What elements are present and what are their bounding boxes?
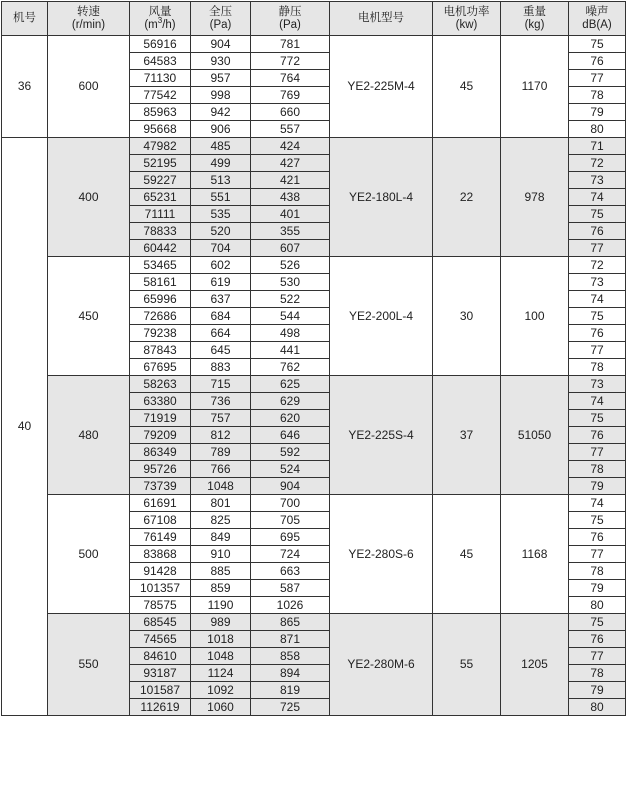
total-pressure-cell: 1092 <box>191 682 251 699</box>
motor-power-cell: 30 <box>433 257 501 376</box>
header-static-pressure-unit: (Pa) <box>279 18 301 31</box>
airflow-cell: 71111 <box>130 206 191 223</box>
static-pressure-cell: 819 <box>251 682 330 699</box>
static-pressure-cell: 772 <box>251 53 330 70</box>
weight-cell: 978 <box>501 138 569 257</box>
noise-cell: 75 <box>569 206 626 223</box>
header-row <box>2 2 626 36</box>
airflow-cell: 68545 <box>130 614 191 631</box>
header-airflow-unit: $(m^3/h)$ <box>144 15 176 31</box>
noise-cell: 73 <box>569 274 626 291</box>
airflow-cell: 72686 <box>130 308 191 325</box>
total-pressure-cell: 1048 <box>191 478 251 495</box>
noise-cell: 78 <box>569 563 626 580</box>
noise-cell: 75 <box>569 614 626 631</box>
total-pressure-cell: 885 <box>191 563 251 580</box>
static-pressure-cell: 1026 <box>251 597 330 614</box>
airflow-cell: 112619 <box>130 699 191 716</box>
airflow-cell: 58263 <box>130 376 191 393</box>
static-pressure-cell: 764 <box>251 70 330 87</box>
total-pressure-cell: 684 <box>191 308 251 325</box>
static-pressure-cell: 530 <box>251 274 330 291</box>
airflow-cell: 74565 <box>130 631 191 648</box>
static-pressure-cell: 522 <box>251 291 330 308</box>
noise-cell: 74 <box>569 291 626 308</box>
total-pressure-cell: 485 <box>191 138 251 155</box>
airflow-cell: 58161 <box>130 274 191 291</box>
header-model-no <box>2 2 48 36</box>
total-pressure-cell: 1190 <box>191 597 251 614</box>
static-pressure-cell: 646 <box>251 427 330 444</box>
header-speed <box>48 2 130 36</box>
airflow-cell: 77542 <box>130 87 191 104</box>
motor-power-cell: 37 <box>433 376 501 495</box>
header-weight <box>501 2 569 36</box>
noise-cell: 75 <box>569 308 626 325</box>
header-weight-title: 重量 <box>523 5 546 18</box>
total-pressure-cell: 930 <box>191 53 251 70</box>
total-pressure-cell: 1048 <box>191 648 251 665</box>
airflow-cell: 87843 <box>130 342 191 359</box>
noise-cell: 79 <box>569 478 626 495</box>
header-total-pressure-unit: (Pa) <box>209 18 232 31</box>
noise-cell: 74 <box>569 189 626 206</box>
total-pressure-cell: 520 <box>191 223 251 240</box>
airflow-cell: 78833 <box>130 223 191 240</box>
motor-model-cell: YE2-225S-4 <box>330 376 433 495</box>
table-row <box>2 614 626 631</box>
total-pressure-cell: 704 <box>191 240 251 257</box>
weight-cell: 1170 <box>501 36 569 138</box>
static-pressure-cell: 355 <box>251 223 330 240</box>
total-pressure-cell: 910 <box>191 546 251 563</box>
static-pressure-cell: 620 <box>251 410 330 427</box>
airflow-cell: 67695 <box>130 359 191 376</box>
speed-cell: 600 <box>48 36 130 138</box>
static-pressure-cell: 557 <box>251 121 330 138</box>
noise-cell: 72 <box>569 257 626 274</box>
noise-cell: 79 <box>569 682 626 699</box>
motor-power-cell: 22 <box>433 138 501 257</box>
motor-power-cell: 45 <box>433 36 501 138</box>
table-row <box>2 36 626 53</box>
noise-cell: 74 <box>569 393 626 410</box>
airflow-cell: 91428 <box>130 563 191 580</box>
noise-cell: 71 <box>569 138 626 155</box>
motor-power-cell: 45 <box>433 495 501 614</box>
total-pressure-cell: 883 <box>191 359 251 376</box>
static-pressure-cell: 725 <box>251 699 330 716</box>
noise-cell: 75 <box>569 410 626 427</box>
static-pressure-cell: 663 <box>251 563 330 580</box>
airflow-cell: 86349 <box>130 444 191 461</box>
header-total-pressure-title: 全压 <box>209 5 232 18</box>
static-pressure-cell: 587 <box>251 580 330 597</box>
total-pressure-cell: 645 <box>191 342 251 359</box>
header-motor-power-title: 电机功率 <box>443 5 490 18</box>
weight-cell: 1168 <box>501 495 569 614</box>
noise-cell: 72 <box>569 155 626 172</box>
static-pressure-cell: 424 <box>251 138 330 155</box>
static-pressure-cell: 524 <box>251 461 330 478</box>
total-pressure-cell: 664 <box>191 325 251 342</box>
speed-cell: 480 <box>48 376 130 495</box>
noise-cell: 78 <box>569 359 626 376</box>
total-pressure-cell: 801 <box>191 495 251 512</box>
noise-cell: 77 <box>569 444 626 461</box>
noise-cell: 76 <box>569 325 626 342</box>
noise-cell: 73 <box>569 172 626 189</box>
static-pressure-cell: 592 <box>251 444 330 461</box>
static-pressure-cell: 769 <box>251 87 330 104</box>
header-total-pressure <box>191 2 251 36</box>
noise-cell: 79 <box>569 580 626 597</box>
static-pressure-cell: 871 <box>251 631 330 648</box>
table-row <box>2 495 626 512</box>
static-pressure-cell: 660 <box>251 104 330 121</box>
noise-cell: 76 <box>569 223 626 240</box>
airflow-cell: 95726 <box>130 461 191 478</box>
total-pressure-cell: 499 <box>191 155 251 172</box>
weight-cell: 100 <box>501 257 569 376</box>
header-airflow-title: 风量 <box>148 5 172 18</box>
header-airflow <box>130 2 191 36</box>
noise-cell: 79 <box>569 104 626 121</box>
airflow-cell: 67108 <box>130 512 191 529</box>
speed-cell: 400 <box>48 138 130 257</box>
noise-cell: 77 <box>569 546 626 563</box>
airflow-cell: 65996 <box>130 291 191 308</box>
static-pressure-cell: 544 <box>251 308 330 325</box>
static-pressure-cell: 781 <box>251 36 330 53</box>
header-motor-model-title: 电机型号 <box>358 12 404 24</box>
total-pressure-cell: 906 <box>191 121 251 138</box>
weight-cell: 51050 <box>501 376 569 495</box>
total-pressure-cell: 1060 <box>191 699 251 716</box>
airflow-cell: 47982 <box>130 138 191 155</box>
total-pressure-cell: 1124 <box>191 665 251 682</box>
airflow-cell: 101587 <box>130 682 191 699</box>
weight-cell: 1205 <box>501 614 569 716</box>
motor-model-cell: YE2-280M-6 <box>330 614 433 716</box>
airflow-cell: 60442 <box>130 240 191 257</box>
noise-cell: 76 <box>569 529 626 546</box>
total-pressure-cell: 513 <box>191 172 251 189</box>
total-pressure-cell: 736 <box>191 393 251 410</box>
total-pressure-cell: 812 <box>191 427 251 444</box>
total-pressure-cell: 942 <box>191 104 251 121</box>
static-pressure-cell: 427 <box>251 155 330 172</box>
total-pressure-cell: 957 <box>191 70 251 87</box>
header-static-pressure-title: 静压 <box>278 5 302 18</box>
speed-cell: 550 <box>48 614 130 716</box>
airflow-cell: 79209 <box>130 427 191 444</box>
header-motor-power <box>433 2 501 36</box>
model-no-cell: 36 <box>2 36 48 138</box>
airflow-cell: 52195 <box>130 155 191 172</box>
header-motor-power-unit: (kw) <box>455 18 478 31</box>
static-pressure-cell: 858 <box>251 648 330 665</box>
noise-cell: 75 <box>569 512 626 529</box>
noise-cell: 77 <box>569 648 626 665</box>
total-pressure-cell: 637 <box>191 291 251 308</box>
noise-cell: 73 <box>569 376 626 393</box>
airflow-cell: 79238 <box>130 325 191 342</box>
airflow-cell: 73739 <box>130 478 191 495</box>
static-pressure-cell: 762 <box>251 359 330 376</box>
airflow-cell: 63380 <box>130 393 191 410</box>
header-model-no-title: 机号 <box>13 12 36 24</box>
airflow-cell: 93187 <box>130 665 191 682</box>
noise-cell: 76 <box>569 53 626 70</box>
noise-cell: 78 <box>569 461 626 478</box>
static-pressure-cell: 724 <box>251 546 330 563</box>
airflow-cell: 85963 <box>130 104 191 121</box>
noise-cell: 80 <box>569 121 626 138</box>
total-pressure-cell: 551 <box>191 189 251 206</box>
static-pressure-cell: 401 <box>251 206 330 223</box>
airflow-cell: 65231 <box>130 189 191 206</box>
header-noise <box>569 2 626 36</box>
motor-model-cell: YE2-180L-4 <box>330 138 433 257</box>
noise-cell: 77 <box>569 70 626 87</box>
static-pressure-cell: 705 <box>251 512 330 529</box>
motor-model-cell: YE2-225M-4 <box>330 36 433 138</box>
static-pressure-cell: 421 <box>251 172 330 189</box>
airflow-cell: 59227 <box>130 172 191 189</box>
table-row <box>2 257 626 274</box>
airflow-cell: 71919 <box>130 410 191 427</box>
noise-cell: 80 <box>569 597 626 614</box>
total-pressure-cell: 825 <box>191 512 251 529</box>
airflow-cell: 61691 <box>130 495 191 512</box>
static-pressure-cell: 894 <box>251 665 330 682</box>
total-pressure-cell: 849 <box>191 529 251 546</box>
airflow-cell: 64583 <box>130 53 191 70</box>
static-pressure-cell: 625 <box>251 376 330 393</box>
total-pressure-cell: 1018 <box>191 631 251 648</box>
noise-cell: 74 <box>569 495 626 512</box>
total-pressure-cell: 715 <box>191 376 251 393</box>
noise-cell: 76 <box>569 631 626 648</box>
total-pressure-cell: 757 <box>191 410 251 427</box>
total-pressure-cell: 535 <box>191 206 251 223</box>
table-row <box>2 376 626 393</box>
static-pressure-cell: 695 <box>251 529 330 546</box>
static-pressure-cell: 700 <box>251 495 330 512</box>
header-motor-model <box>330 2 433 36</box>
header-speed-title: 转速 <box>77 5 100 18</box>
noise-cell: 76 <box>569 427 626 444</box>
header-static-pressure <box>251 2 330 36</box>
static-pressure-cell: 607 <box>251 240 330 257</box>
airflow-cell: 53465 <box>130 257 191 274</box>
model-no-cell: 40 <box>2 138 48 716</box>
airflow-cell: 95668 <box>130 121 191 138</box>
header-noise-unit: dB(A) <box>582 18 612 31</box>
static-pressure-cell: 438 <box>251 189 330 206</box>
speed-cell: 450 <box>48 257 130 376</box>
table-row <box>2 138 626 155</box>
total-pressure-cell: 989 <box>191 614 251 631</box>
static-pressure-cell: 904 <box>251 478 330 495</box>
noise-cell: 77 <box>569 342 626 359</box>
airflow-cell: 101357 <box>130 580 191 597</box>
airflow-cell: 56916 <box>130 36 191 53</box>
motor-power-cell: 55 <box>433 614 501 716</box>
noise-cell: 75 <box>569 36 626 53</box>
static-pressure-cell: 526 <box>251 257 330 274</box>
speed-cell: 500 <box>48 495 130 614</box>
static-pressure-cell: 498 <box>251 325 330 342</box>
airflow-cell: 71130 <box>130 70 191 87</box>
static-pressure-cell: 441 <box>251 342 330 359</box>
total-pressure-cell: 859 <box>191 580 251 597</box>
motor-model-cell: YE2-200L-4 <box>330 257 433 376</box>
total-pressure-cell: 904 <box>191 36 251 53</box>
total-pressure-cell: 789 <box>191 444 251 461</box>
total-pressure-cell: 766 <box>191 461 251 478</box>
total-pressure-cell: 619 <box>191 274 251 291</box>
table-body <box>2 36 626 716</box>
header-speed-unit: (r/min) <box>71 18 106 31</box>
airflow-cell: 78575 <box>130 597 191 614</box>
noise-cell: 78 <box>569 87 626 104</box>
static-pressure-cell: 629 <box>251 393 330 410</box>
noise-cell: 77 <box>569 240 626 257</box>
total-pressure-cell: 602 <box>191 257 251 274</box>
header-weight-unit: (kg) <box>524 18 545 31</box>
noise-cell: 80 <box>569 699 626 716</box>
header-noise-title: 噪声 <box>585 5 609 18</box>
fan-performance-table <box>1 1 626 716</box>
airflow-cell: 76149 <box>130 529 191 546</box>
airflow-cell: 83868 <box>130 546 191 563</box>
total-pressure-cell: 998 <box>191 87 251 104</box>
static-pressure-cell: 865 <box>251 614 330 631</box>
motor-model-cell: YE2-280S-6 <box>330 495 433 614</box>
noise-cell: 78 <box>569 665 626 682</box>
airflow-cell: 84610 <box>130 648 191 665</box>
